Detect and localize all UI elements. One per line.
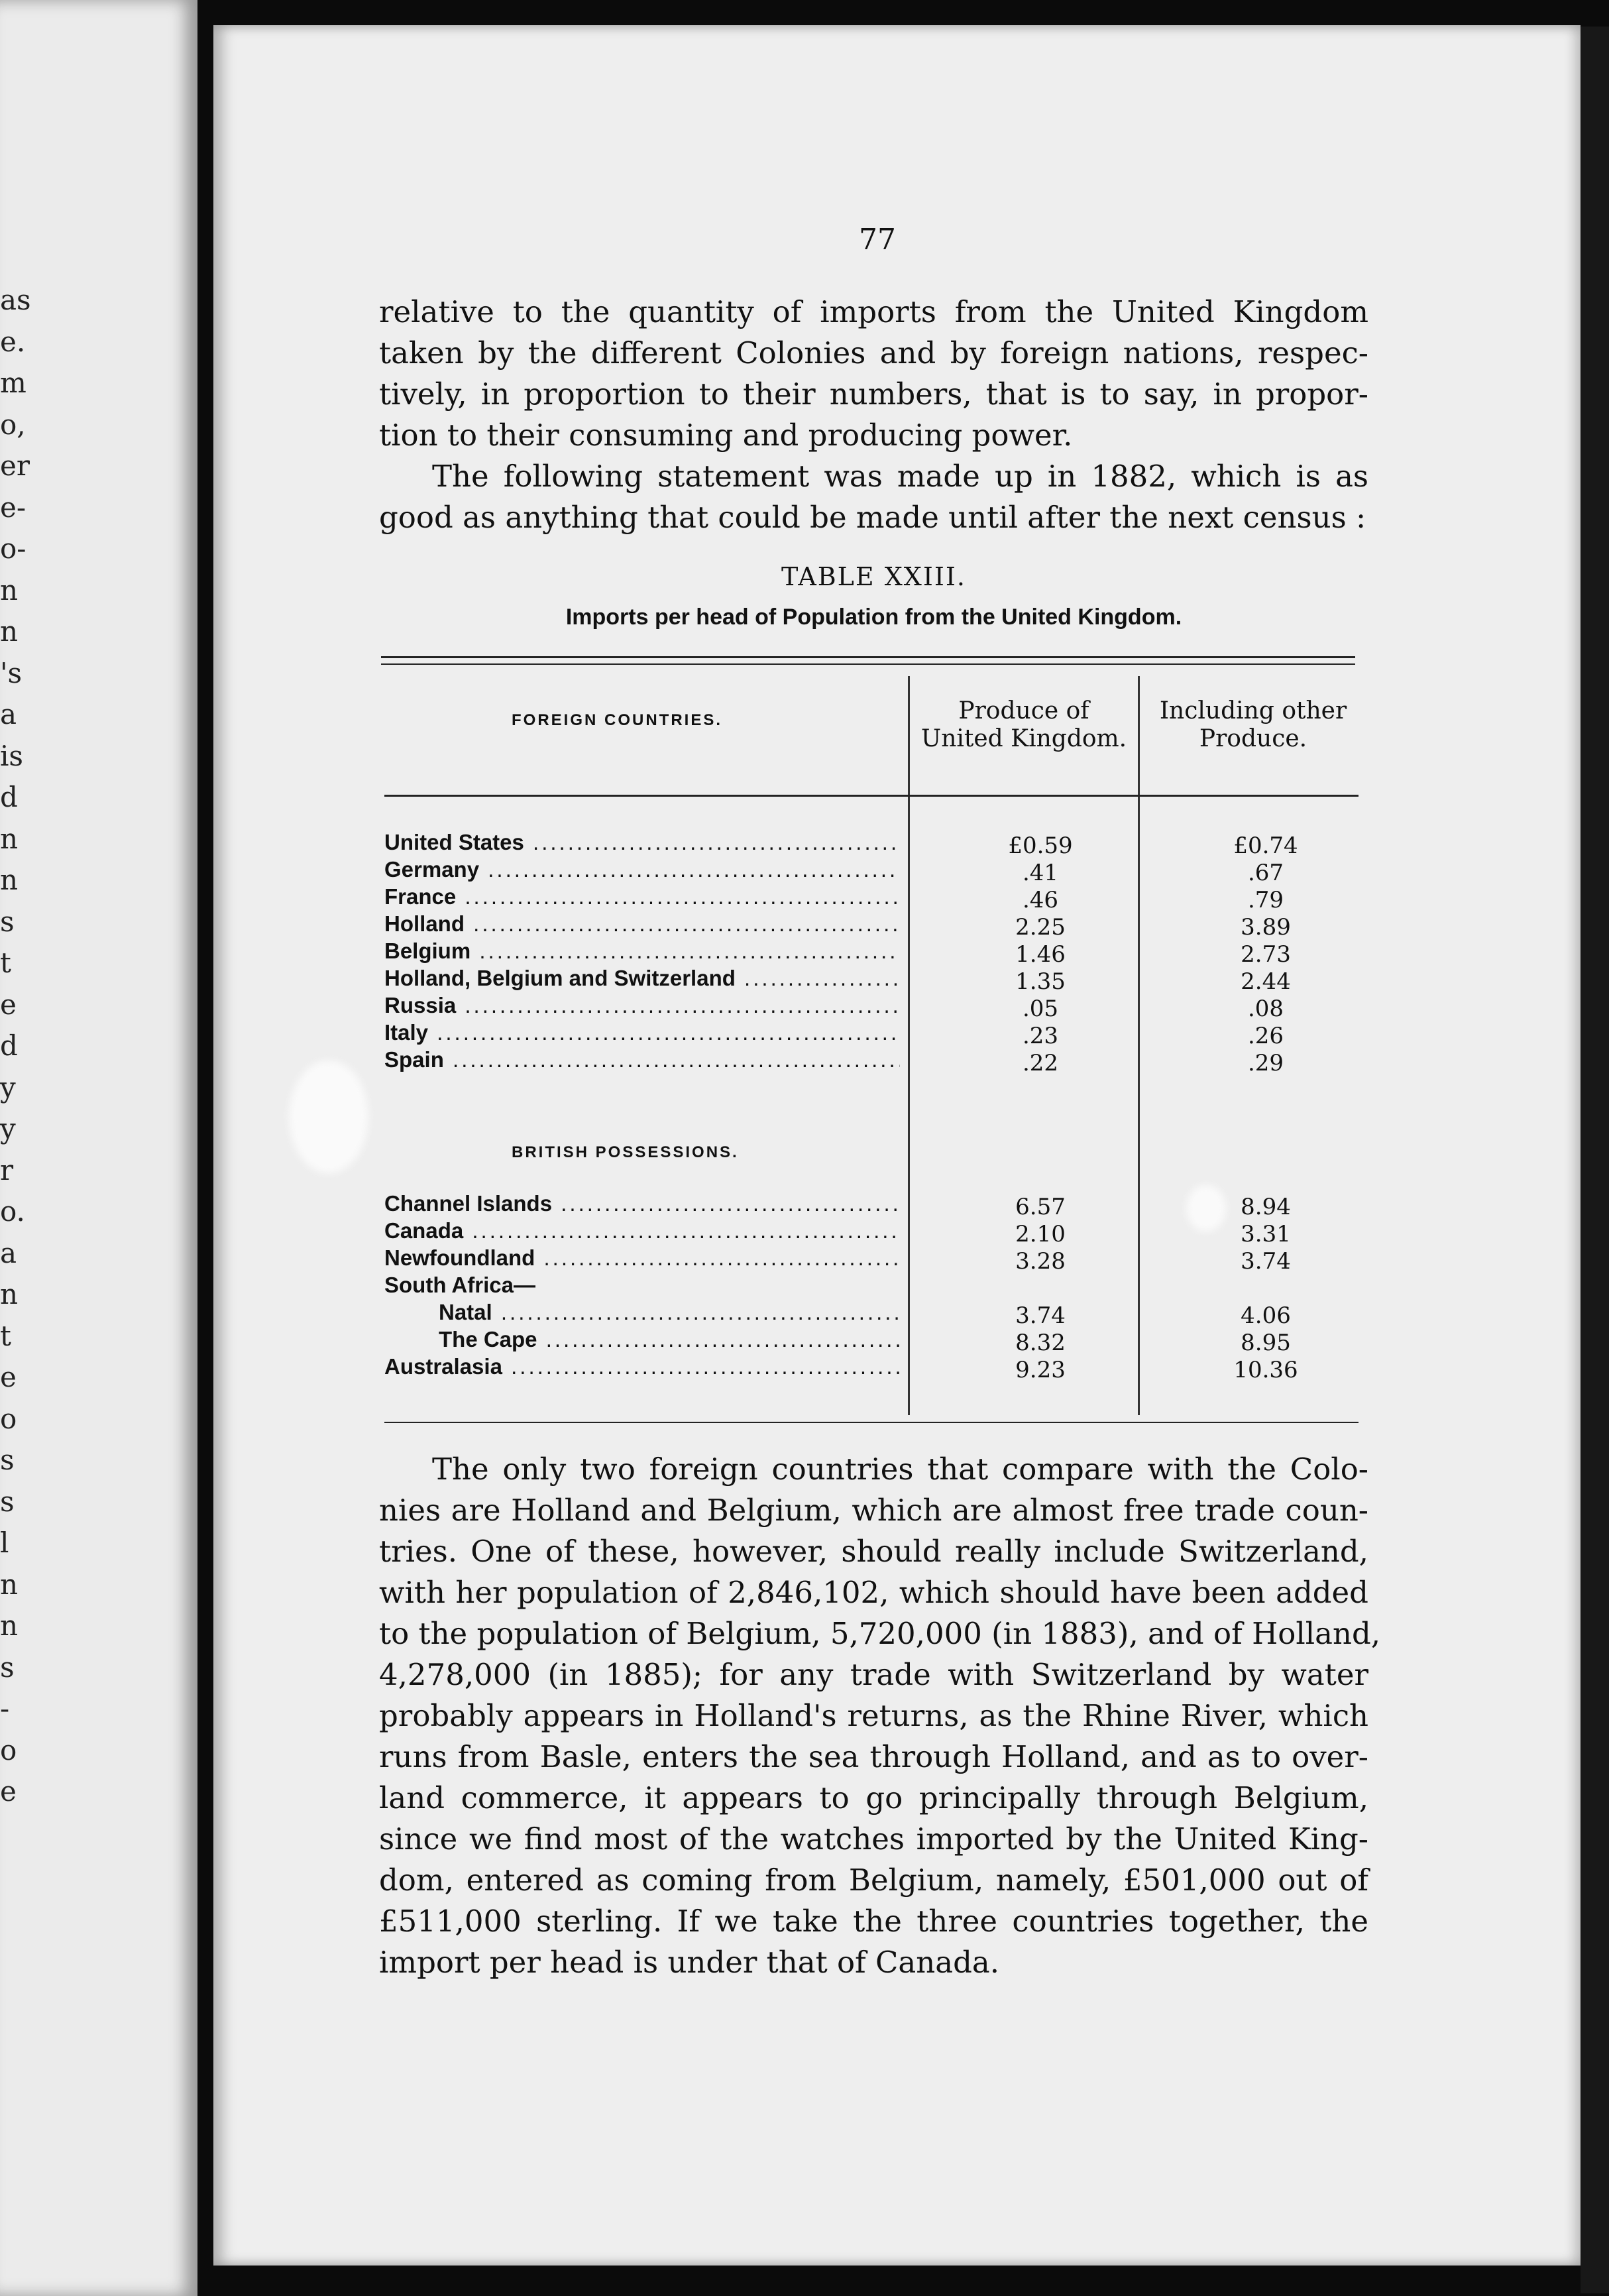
including-value: .79: [1247, 887, 1284, 913]
left-page-fragment: d: [0, 1029, 18, 1062]
left-page-fragment: a: [0, 698, 17, 730]
produce-value: 9.23: [1015, 1357, 1066, 1383]
row-label: Germany .....: [384, 857, 900, 882]
including-value: 8.94: [1241, 1194, 1291, 1220]
text-line: to the population of Belgium, 5,720,000 (in 1883), and of Holland,: [379, 1616, 1381, 1651]
text-line: with her population of 2,846,102, which should have been added: [379, 1575, 1368, 1610]
produce-value: 1.46: [1015, 941, 1066, 968]
text-line: taken by the different Colonies and by foreign nations, respec-: [379, 335, 1368, 371]
row-label: Australasia .....: [384, 1354, 900, 1379]
produce-value: .41: [1022, 860, 1059, 886]
produce-value: .23: [1022, 1023, 1059, 1049]
text-line: dom, entered as coming from Belgium, namely, £501,000 out of: [379, 1863, 1368, 1898]
row-label: France .....: [384, 884, 900, 909]
left-page-fragment: n: [0, 1278, 19, 1310]
text-line: relative to the quantity of imports from the United Kingdom: [379, 294, 1368, 329]
left-page-fragment: n: [0, 573, 19, 606]
table-subtitle: Imports per head of Population from the United Kingdom.: [565, 604, 1182, 630]
left-page-fragment: d: [0, 781, 18, 813]
left-page-fragment: s: [0, 1444, 15, 1476]
left-page-fragment: y: [0, 1070, 16, 1104]
including-value: .26: [1247, 1023, 1284, 1049]
paper-smudge: [289, 1061, 368, 1173]
row-label: Italy .....: [384, 1020, 900, 1045]
row-label: Russia .....: [384, 993, 900, 1018]
text-line: runs from Basle, enters the sea through Holland, and as to over-: [379, 1739, 1368, 1774]
left-page-fragment: e: [0, 1775, 17, 1808]
column-divider: [908, 676, 910, 1415]
left-page-fragment: r: [0, 1153, 14, 1186]
left-page-fragment: n: [0, 615, 19, 648]
left-page-fragment: o: [0, 1402, 17, 1435]
left-page-fragment: l: [0, 1526, 9, 1559]
left-page-fragment: n: [0, 1568, 19, 1601]
including-value: 3.74: [1241, 1248, 1291, 1275]
left-page-fragment: o-: [0, 532, 27, 565]
row-label: South Africa—: [384, 1273, 535, 1297]
table-bottom-rule: [384, 1422, 1359, 1423]
left-page-fragment: n: [0, 822, 19, 855]
text-line: The following statement was made up in 1882, which is as: [432, 459, 1368, 494]
text-line: probably appears in Holland's returns, as the Rhine River, which: [379, 1698, 1368, 1733]
left-page-fragment: n: [0, 864, 19, 896]
including-column-header: Including other Produce.: [1159, 697, 1347, 752]
header-underline: [384, 795, 1359, 797]
left-page-fragment: e: [0, 1361, 17, 1393]
text-line: The only two foreign countries that compare with the Colo-: [432, 1452, 1368, 1487]
produce-value: £0.59: [1008, 832, 1073, 859]
text-line: land commerce, it appears to go principally through Belgium,: [379, 1780, 1368, 1815]
row-label: Newfoundland .....: [384, 1245, 900, 1271]
left-page-fragment: as: [0, 284, 31, 316]
left-page-edge: [0, 0, 197, 2296]
left-page-fragment: a: [0, 1236, 17, 1269]
left-page-fragment: 's: [0, 656, 23, 689]
produce-value: .46: [1022, 887, 1059, 913]
including-value: 3.89: [1241, 914, 1291, 941]
text-line: tively, in proportion to their numbers, that is to say, in propor-: [379, 376, 1368, 412]
including-value: 8.95: [1241, 1330, 1291, 1356]
text-line: £511,000 sterling. If we take the three countries together, the: [379, 1904, 1368, 1939]
produce-value: .05: [1022, 996, 1059, 1022]
including-value: £0.74: [1233, 832, 1298, 859]
page-number: 77: [859, 223, 896, 257]
including-value: .08: [1247, 996, 1284, 1022]
text-line: tries. One of these, however, should really include Switzerland,: [379, 1534, 1368, 1569]
text-line: tion to their consuming and producing power.: [379, 418, 1073, 453]
left-page-fragment: n: [0, 1609, 19, 1642]
text-line: nies are Holland and Belgium, which are almost free trade coun-: [379, 1493, 1368, 1528]
text-line: import per head is under that of Canada.: [379, 1945, 1000, 1980]
text-line: since we find most of the watches imported by the United King-: [379, 1821, 1368, 1857]
text-line: good as anything that could be made until after the next census :: [379, 500, 1366, 535]
statement-paragraph: [379, 456, 1368, 538]
row-label: Natal .....: [439, 1300, 900, 1325]
left-page-fragment: s: [0, 1485, 15, 1518]
row-label: Spain .....: [384, 1047, 900, 1072]
row-label: Holland, Belgium and Switzerland .....: [384, 966, 900, 991]
produce-value: 6.57: [1015, 1194, 1066, 1220]
left-page-fragment: e.: [0, 325, 26, 358]
text-line: 4,278,000 (in 1885); for any trade with Switzerland by water: [379, 1657, 1368, 1692]
including-value: 3.31: [1241, 1221, 1291, 1247]
produce-column-header: Produce of United Kingdom.: [920, 697, 1127, 752]
row-label: Holland .....: [384, 911, 900, 937]
produce-value: 3.28: [1015, 1248, 1066, 1275]
row-label: Belgium .....: [384, 939, 900, 964]
including-value: 2.44: [1241, 968, 1291, 995]
intro-paragraph: [379, 292, 1368, 456]
including-value: .29: [1247, 1050, 1284, 1076]
foreign-countries-header: FOREIGN COUNTRIES.: [512, 711, 723, 729]
row-label: The Cape .....: [439, 1327, 900, 1352]
left-page-fragment: m: [0, 367, 27, 399]
left-page-fragment: o.: [0, 1195, 25, 1228]
left-page-fragment: o: [0, 1733, 17, 1766]
left-page-fragment: is: [0, 739, 23, 772]
including-value: 4.06: [1241, 1302, 1291, 1329]
left-page-fragment: t: [0, 1319, 11, 1352]
including-value: .67: [1247, 860, 1284, 886]
row-label: United States .....: [384, 830, 900, 855]
left-page-fragment: s: [0, 1650, 15, 1684]
row-label: Canada .....: [384, 1218, 900, 1243]
table-top-rule-thin: [381, 663, 1355, 665]
produce-value: 3.74: [1015, 1302, 1066, 1329]
table-top-rule: [381, 656, 1355, 658]
table-title: TABLE XXIII.: [781, 562, 966, 591]
produce-value: 2.10: [1015, 1221, 1066, 1247]
row-label: Channel Islands .....: [384, 1191, 900, 1216]
british-possessions-header: BRITISH POSSESSIONS.: [512, 1143, 739, 1161]
left-page-fragment: er: [0, 449, 30, 482]
left-page-fragment: o,: [0, 408, 26, 441]
including-value: 10.36: [1233, 1357, 1298, 1383]
including-value: 2.73: [1241, 941, 1291, 968]
left-page-fragment: y: [0, 1112, 16, 1145]
closing-paragraph: [379, 1449, 1381, 1983]
left-page-fragment: s: [0, 905, 15, 938]
produce-value: 2.25: [1015, 914, 1066, 941]
left-page-fragment: e: [0, 988, 17, 1021]
produce-value: 8.32: [1015, 1330, 1066, 1356]
right-page-edge: [1581, 27, 1609, 2293]
left-page-fragment: t: [0, 947, 11, 979]
produce-value: .22: [1022, 1050, 1059, 1076]
produce-value: 1.35: [1015, 968, 1066, 995]
left-page-fragment: e-: [0, 490, 27, 524]
left-page-fragment: -: [0, 1692, 10, 1725]
